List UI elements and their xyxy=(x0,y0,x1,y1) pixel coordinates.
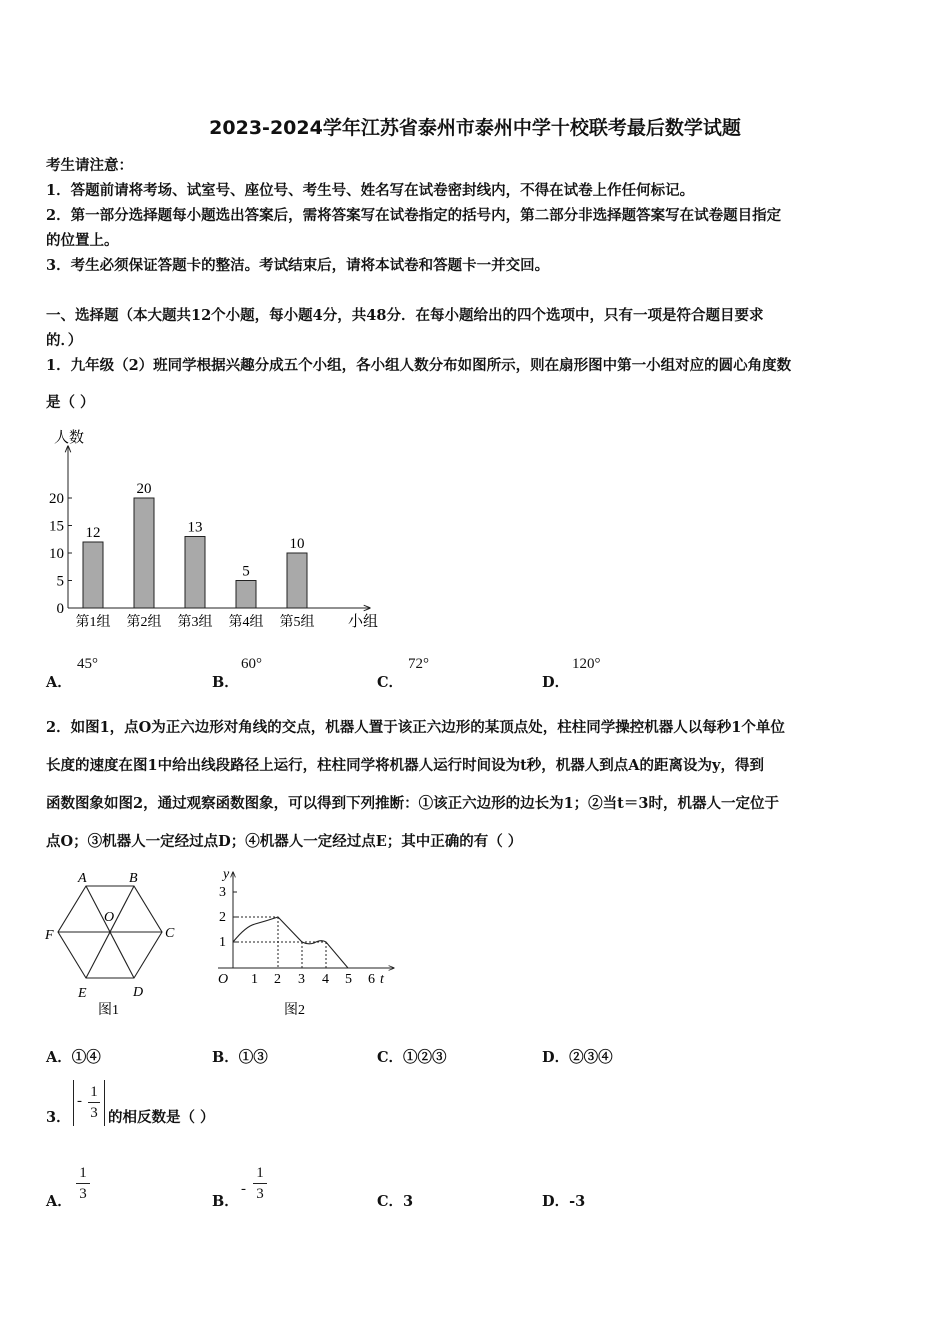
q3-option-b-label[interactable]: B． xyxy=(212,1193,239,1210)
chart-category-label: 第4组 xyxy=(228,615,264,630)
chart-y-axis-label: 人数 xyxy=(54,430,85,446)
q1-option-b-value: 60° xyxy=(241,656,262,672)
q2-option-b-label: B． xyxy=(212,1049,239,1066)
q2-figure-1-hexagon xyxy=(40,866,190,1024)
y-tick-2: 2 xyxy=(219,910,226,925)
x-tick-5: 5 xyxy=(345,972,352,987)
y-tick-1: 1 xyxy=(219,935,226,950)
q3-option-a-label[interactable]: A． xyxy=(46,1193,72,1210)
q2-stem-line-1: 2．如图1，点O为正六边形对角线的交点，机器人置于该正六边形的某顶点处，柱柱同学操控机器人以每秒1个单位 xyxy=(46,719,785,736)
q2-option-a-value: ①④ xyxy=(71,1049,101,1066)
center-label-o: O xyxy=(104,910,115,925)
vertex-label-a: A xyxy=(78,871,87,886)
figure-2-caption: 图2 xyxy=(284,1003,305,1018)
chart-bar xyxy=(83,542,103,608)
chart-category-label: 第3组 xyxy=(177,615,213,630)
q3-option-d-value: -3 xyxy=(569,1193,586,1210)
q3-option-b-numerator: 1 xyxy=(256,1165,264,1181)
q1-option-c-value: 72° xyxy=(408,656,429,672)
notice-item-1: 1．答题前请将考场、试室号、座位号、考生号、姓名写在试卷密封线内，不得在试卷上作任何标记。 xyxy=(46,182,695,199)
vertex-label-c: C xyxy=(165,926,175,941)
chart-y-tick-label: 15 xyxy=(49,518,64,535)
vertex-label-b: B xyxy=(129,871,138,886)
chart-bar xyxy=(185,537,205,609)
q3-option-b-denominator: 3 xyxy=(256,1186,264,1202)
q2-option-c[interactable] xyxy=(377,1046,447,1067)
chart-bar xyxy=(287,553,307,608)
q3-expr-denominator: 3 xyxy=(90,1105,98,1121)
q3-stem: 的相反数是（ ） xyxy=(108,1109,215,1126)
q1-option-d-label[interactable]: D． xyxy=(542,674,570,691)
vertex-label-d: D xyxy=(133,985,144,1000)
q3-option-d[interactable] xyxy=(542,1190,585,1211)
notice-heading: 考生请注意： xyxy=(46,157,133,174)
chart-data-label: 5 xyxy=(242,563,250,580)
q3-option-b-sign: - xyxy=(241,1181,246,1197)
q3-option-d-label: D． xyxy=(542,1193,570,1210)
figure-1-caption: 图1 xyxy=(98,1003,119,1018)
chart-y-tick-label: 20 xyxy=(49,491,64,507)
chart-bar xyxy=(134,498,154,608)
q1-option-c-label[interactable]: C． xyxy=(377,674,404,691)
q3-expr-sign: - xyxy=(77,1093,82,1109)
q1-stem-line-2: 是（ ） xyxy=(46,394,95,411)
q3-expr-fraction xyxy=(88,1083,100,1122)
x-tick-6: 6 xyxy=(368,972,375,987)
chart-data-label: 12 xyxy=(85,525,101,541)
q3-number: 3． xyxy=(46,1109,71,1126)
q3-option-b-fraction xyxy=(253,1164,267,1203)
chart-category-label: 第5组 xyxy=(279,615,315,630)
page-title: 2023-2024学年江苏省泰州市泰州中学十校联考最后数学试题 xyxy=(209,117,741,139)
q3-option-c-label: C． xyxy=(377,1193,404,1210)
chart-data-label: 13 xyxy=(187,519,203,536)
q3-option-c-value: 3 xyxy=(403,1193,414,1210)
vertex-label-f: F xyxy=(45,928,54,943)
chart-x-axis-label: 小组 xyxy=(348,614,379,630)
x-tick-3: 3 xyxy=(298,972,305,987)
y-axis-label-y: y xyxy=(223,867,230,882)
chart-data-label: 10 xyxy=(289,536,305,552)
vertex-label-e: E xyxy=(78,986,87,1001)
q3-absolute-value xyxy=(73,1080,105,1126)
q2-option-b-value: ①③ xyxy=(238,1049,268,1066)
q3-option-a-fraction xyxy=(76,1164,90,1203)
q1-option-a-value: 45° xyxy=(77,656,98,672)
chart-data-label: 20 xyxy=(136,481,152,497)
x-tick-4: 4 xyxy=(322,972,329,987)
q3-option-a-denominator: 3 xyxy=(79,1186,87,1202)
notice-item-2-line-1: 2．第一部分选择题每小题选出答案后，需将答案写在试卷指定的括号内，第二部分非选择题答案写在试卷题目指定 xyxy=(46,207,782,224)
chart-y-tick-label: 0 xyxy=(56,601,64,617)
q2-option-d[interactable] xyxy=(542,1046,613,1067)
q2-option-c-label: C． xyxy=(377,1049,404,1066)
section-heading-line-1: 一、选择题（本大题共12个小题，每小题4分，共48分．在每小题给出的四个选项中，只有一项是符合题目要求 xyxy=(46,307,764,324)
notice-item-3: 3．考生必须保证答题卡的整洁。考试结束后，请将本试卷和答题卡一并交回。 xyxy=(46,257,550,274)
section-heading-line-2: 的．） xyxy=(46,332,83,349)
q1-bar-chart xyxy=(30,422,390,644)
q2-option-a[interactable] xyxy=(46,1046,101,1067)
q2-option-d-value: ②③④ xyxy=(569,1049,613,1066)
q2-option-a-label: A． xyxy=(46,1049,72,1066)
q1-option-b-label[interactable]: B． xyxy=(212,674,239,691)
chart-y-tick-label: 10 xyxy=(49,546,64,562)
chart-y-tick-label: 5 xyxy=(56,573,64,590)
x-tick-2: 2 xyxy=(274,972,281,987)
q3-option-a-numerator: 1 xyxy=(79,1165,87,1181)
x-tick-1: 1 xyxy=(251,972,258,987)
q1-option-d-value: 120° xyxy=(572,656,601,672)
q3-expr-numerator: 1 xyxy=(90,1084,98,1100)
origin-label: O xyxy=(218,972,229,987)
q1-stem-line-1: 1．九年级（2）班同学根据兴趣分成五个小组，各小组人数分布如图所示，则在扇形图中第一小组对应的圆心角度数 xyxy=(46,357,792,374)
notice-item-2-line-2: 的位置上。 xyxy=(46,232,119,249)
chart-bar xyxy=(236,581,256,609)
q2-option-c-value: ①②③ xyxy=(403,1049,447,1066)
chart-category-label: 第1组 xyxy=(75,615,111,630)
q1-option-a-label[interactable]: A． xyxy=(46,674,72,691)
q3-option-c[interactable] xyxy=(377,1190,413,1211)
q2-option-b[interactable] xyxy=(212,1046,268,1067)
y-tick-3: 3 xyxy=(219,885,226,900)
q2-figure-2-graph xyxy=(208,864,403,1024)
q2-stem-line-4: 点O；③机器人一定经过点D；④机器人一定经过点E；其中正确的有（ ） xyxy=(46,833,523,850)
x-axis-label-t: t xyxy=(380,972,384,987)
q2-option-d-label: D． xyxy=(542,1049,570,1066)
chart-category-label: 第2组 xyxy=(126,615,162,630)
q2-stem-line-3: 函数图象如图2，通过观察函数图象，可以得到下列推断：①该正六边形的边长为1；②当t＝3时，机器人一定位于 xyxy=(46,795,779,812)
q2-stem-line-2: 长度的速度在图1中给出线段路径上运行，柱柱同学将机器人运行时间设为t秒，机器人到点A的距离设为y，得到 xyxy=(46,757,764,774)
